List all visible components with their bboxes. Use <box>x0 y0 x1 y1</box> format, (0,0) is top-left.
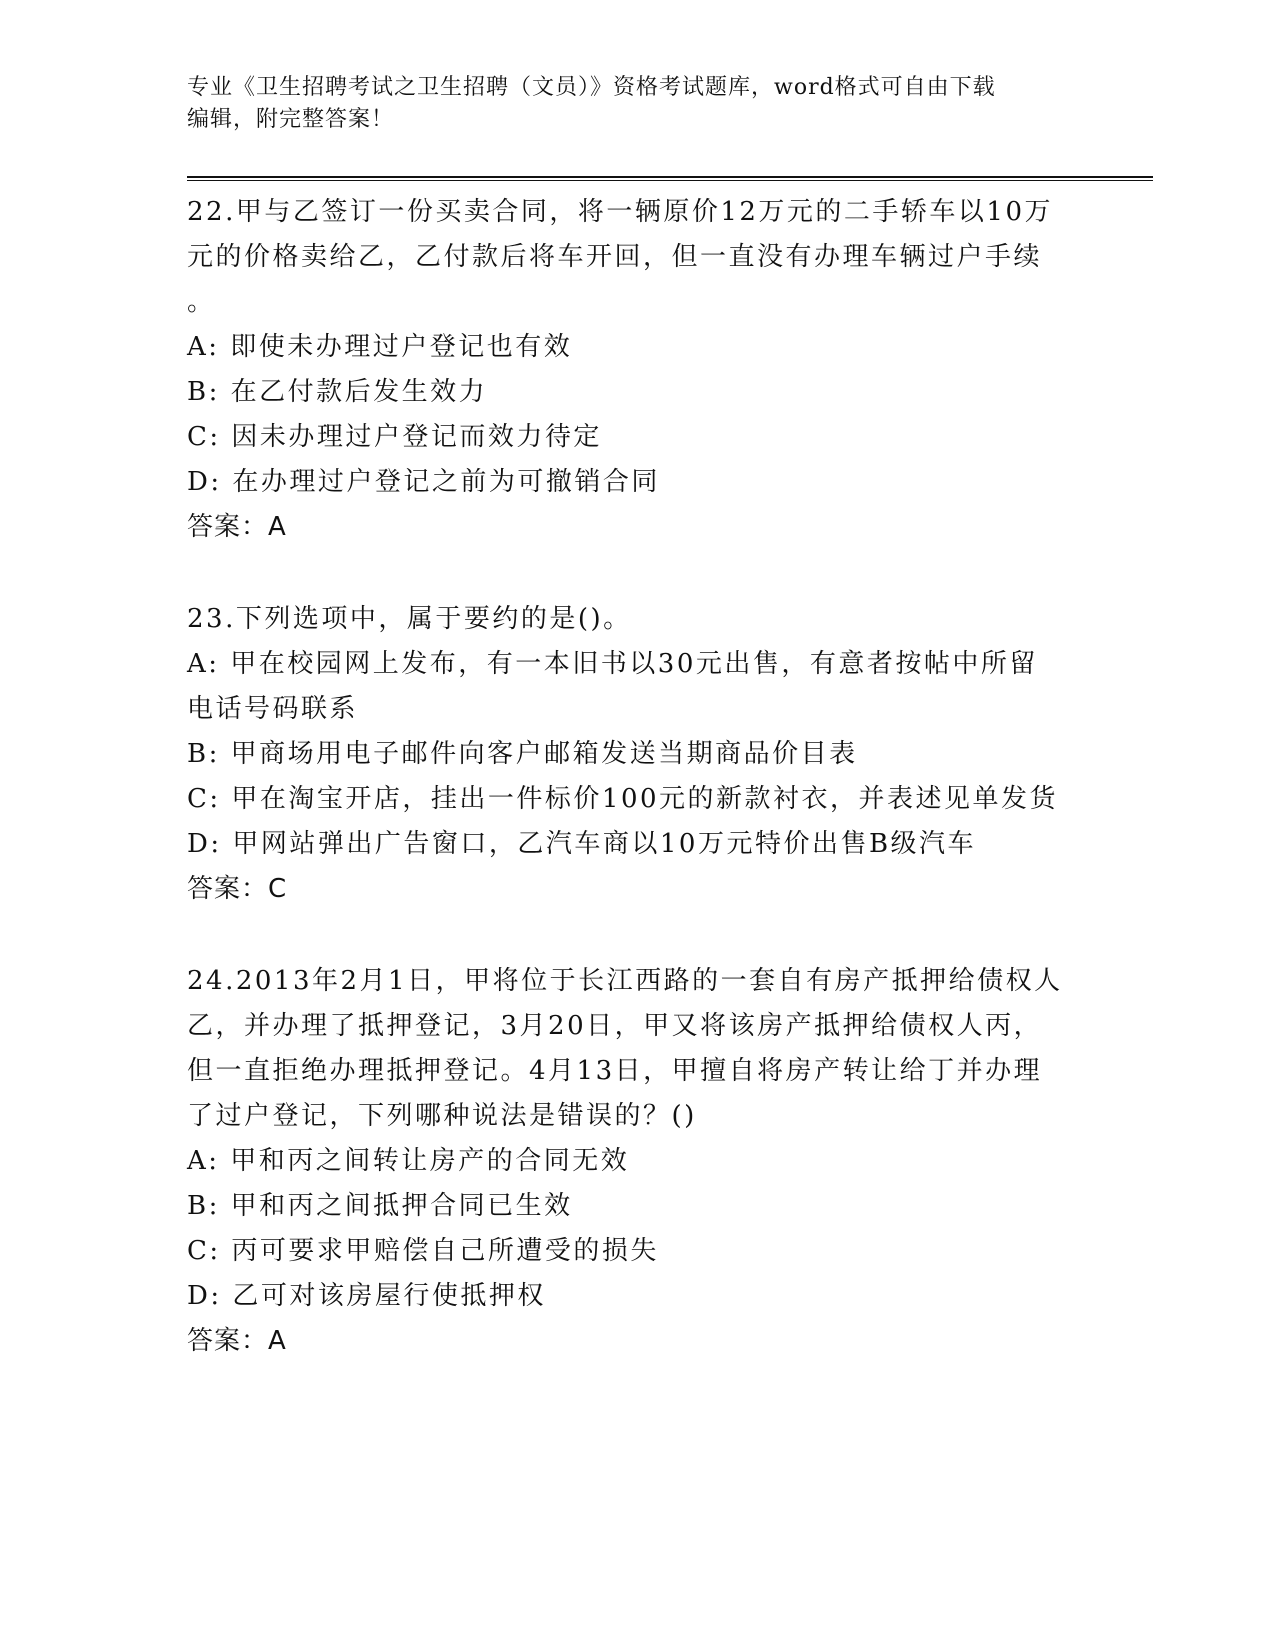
question-text-line: 22.甲与乙签订一份买卖合同，将一辆原价12万元的二手轿车以10万 <box>187 197 1054 227</box>
option-c: C: 丙可要求甲赔偿自己所遭受的损失 <box>187 1236 659 1266</box>
question-24 <box>187 959 1087 1364</box>
question-text-line: 。 <box>187 287 216 317</box>
option-c: C: 因未办理过户登记而效力待定 <box>187 422 602 452</box>
header-line-2: 编辑，附完整答案！ <box>187 107 395 132</box>
header-line-1: 专业《卫生招聘考试之卫生招聘（文员）》资格考试题库，word格式可自由下载 <box>187 75 996 100</box>
option-b: B: 甲商场用电子邮件向客户邮箱发送当期商品价目表 <box>187 739 858 769</box>
document-header <box>187 72 1067 136</box>
question-text-line: 24.2013年2月1日，甲将位于长江西路的一套自有房产抵押给债权人 <box>187 966 1063 996</box>
option-d: D: 在办理过户登记之前为可撤销合同 <box>187 467 660 497</box>
option-b: B: 在乙付款后发生效力 <box>187 377 488 407</box>
question-text-line: 23.下列选项中，属于要约的是()。 <box>187 604 632 634</box>
question-text-line: 了过户登记，下列哪种说法是错误的？() <box>187 1101 697 1131</box>
question-text-line: 但一直拒绝办理抵押登记。4月13日，甲擅自将房产转让给丁并办理 <box>187 1056 1043 1086</box>
question-23 <box>187 597 1087 912</box>
option-a: A: 甲和丙之间转让房产的合同无效 <box>187 1146 630 1176</box>
option-a-continued: 电话号码联系 <box>187 694 359 724</box>
option-a: A: 即使未办理过户登记也有效 <box>187 332 573 362</box>
question-text-line: 乙，并办理了抵押登记，3月20日，甲又将该房产抵押给债权人丙， <box>187 1011 1043 1041</box>
question-text-line: 元的价格卖给乙，乙付款后将车开回，但一直没有办理车辆过户手续 <box>187 242 1043 272</box>
answer-label: 答案：A <box>187 1326 287 1356</box>
option-d: D: 甲网站弹出广告窗口，乙汽车商以10万元特价出售B级汽车 <box>187 829 977 859</box>
answer-label: 答案：A <box>187 512 287 542</box>
option-c: C: 甲在淘宝开店，挂出一件标价100元的新款衬衣，并表述见单发货 <box>187 784 1059 814</box>
question-22 <box>187 190 1087 550</box>
option-b: B: 甲和丙之间抵押合同已生效 <box>187 1191 573 1221</box>
option-a: A: 甲在校园网上发布，有一本旧书以30元出售，有意者按帖中所留 <box>187 649 1038 679</box>
question-list <box>187 190 1087 1411</box>
header-divider <box>187 176 1153 181</box>
answer-label: 答案：C <box>187 874 288 904</box>
option-d: D: 乙可对该房屋行使抵押权 <box>187 1281 546 1311</box>
